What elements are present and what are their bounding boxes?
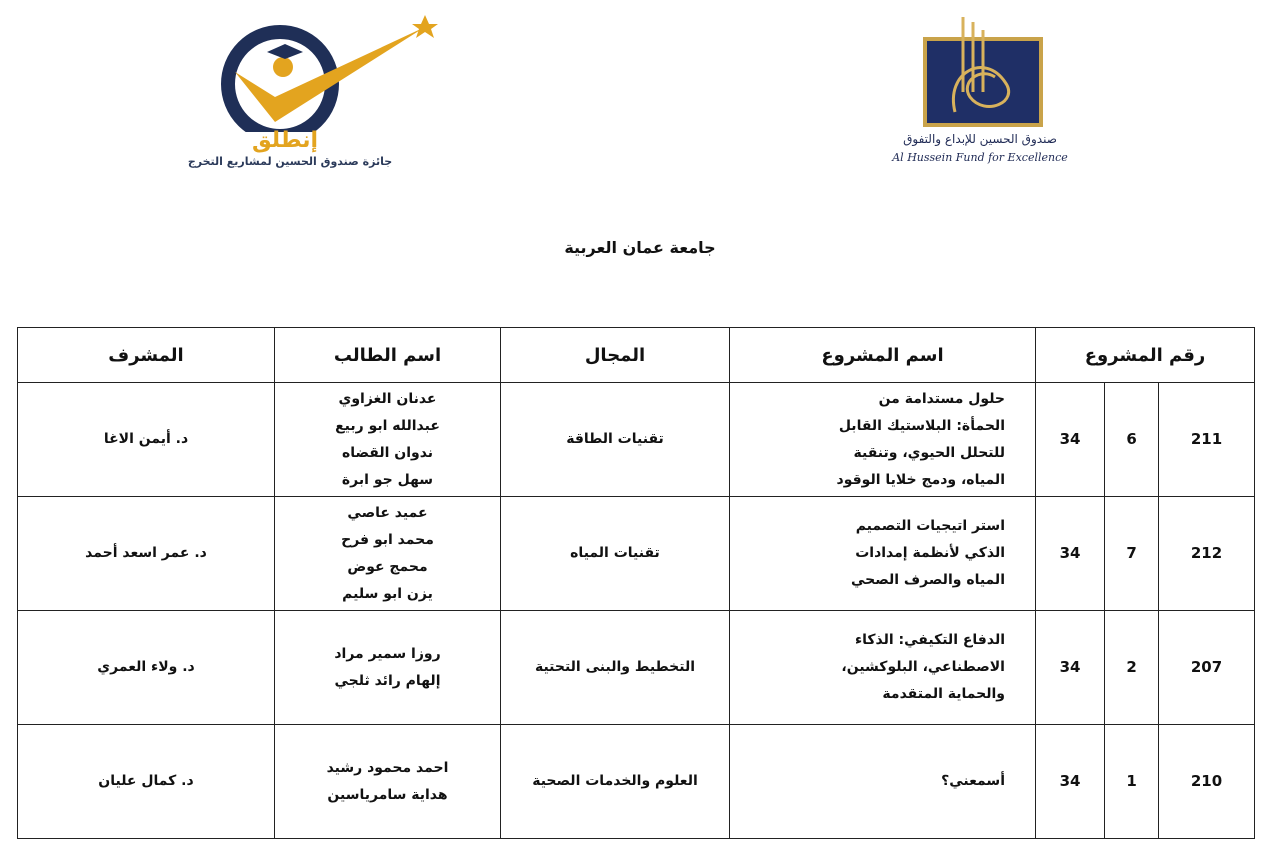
al-hussein-english-name: Al Hussein Fund for Excellence bbox=[892, 151, 1068, 164]
student-name: محمج عوض bbox=[347, 558, 428, 575]
al-hussein-emblem-icon bbox=[885, 12, 1075, 130]
project-sub-number: 6 bbox=[1105, 383, 1159, 497]
project-code: 34 bbox=[1036, 611, 1105, 725]
student-name: عدنان الغزاوي bbox=[338, 390, 437, 407]
project-name-line: المياه والصرف الصحي bbox=[850, 572, 1005, 588]
student-name: ندوان القضاه bbox=[341, 444, 434, 461]
students-list bbox=[275, 725, 501, 839]
table-header-row bbox=[18, 328, 1255, 383]
header-supervisor: المشرف bbox=[18, 328, 275, 383]
project-number: 210 bbox=[1159, 725, 1255, 839]
project-name-line: حلول مستدامة من bbox=[878, 390, 1005, 407]
header-project-name: اسم المشروع bbox=[730, 328, 1036, 383]
project-name bbox=[730, 611, 1036, 725]
project-code: 34 bbox=[1036, 725, 1105, 839]
project-name-line: استر اتيجيات التصميم bbox=[855, 518, 1005, 534]
project-sub-number: 7 bbox=[1105, 497, 1159, 611]
project-name-line: الحمأة: البلاستيك القابل bbox=[838, 417, 1005, 434]
project-name bbox=[730, 725, 1036, 839]
projects-table bbox=[17, 327, 1255, 839]
project-field: التخطيط والبنى التحتية bbox=[501, 611, 730, 725]
project-name-line: المياه، ودمج خلايا الوقود bbox=[836, 471, 1005, 488]
header-field: المجال bbox=[501, 328, 730, 383]
project-name-line: للتحلل الحيوي، وتنقية bbox=[853, 444, 1005, 461]
al-hussein-fund-logo bbox=[885, 12, 1085, 167]
header-students: اسم الطالب bbox=[275, 328, 501, 383]
table-row bbox=[18, 611, 1255, 725]
intaliq-logo bbox=[175, 12, 440, 168]
project-name-line: الذكي لأنظمة إمدادات bbox=[855, 545, 1005, 561]
project-name-line: أسمعني؟ bbox=[941, 773, 1005, 789]
table-row bbox=[18, 497, 1255, 611]
intaliq-subtitle: جائزة صندوق الحسين لمشاريع التخرج bbox=[187, 155, 393, 168]
project-name-line: والحماية المتقدمة bbox=[882, 686, 1005, 702]
project-field: العلوم والخدمات الصحية bbox=[501, 725, 730, 839]
project-number: 212 bbox=[1159, 497, 1255, 611]
student-name: عبدالله ابو ربيع bbox=[335, 417, 440, 434]
table-row bbox=[18, 725, 1255, 839]
university-title: جامعة عمان العربية bbox=[564, 238, 716, 257]
student-name: عميد عاصي bbox=[347, 504, 428, 521]
supervisor-name: د. عمر اسعد أحمد bbox=[18, 497, 275, 611]
project-code: 34 bbox=[1036, 497, 1105, 611]
supervisor-name: د. كمال عليان bbox=[18, 725, 275, 839]
table-row bbox=[18, 383, 1255, 497]
project-name-line: الاصطناعي، البلوكشين، bbox=[841, 659, 1005, 675]
students-list bbox=[275, 497, 501, 611]
project-field: تقنيات الطاقة bbox=[501, 383, 730, 497]
project-name bbox=[730, 497, 1036, 611]
student-name: هداية سامرياسين bbox=[327, 786, 448, 803]
al-hussein-arabic-name: صندوق الحسين للإبداع والتفوق bbox=[903, 132, 1057, 146]
intaliq-emblem-icon bbox=[175, 12, 440, 132]
project-sub-number: 1 bbox=[1105, 725, 1159, 839]
header-project-number: رقم المشروع bbox=[1036, 328, 1255, 383]
intaliq-title: إنطلق bbox=[251, 128, 319, 153]
supervisor-name: د. أيمن الاغا bbox=[18, 383, 275, 497]
student-name: سهل جو ابرة bbox=[341, 471, 434, 488]
project-number: 211 bbox=[1159, 383, 1255, 497]
project-field: تقنيات المياه bbox=[501, 497, 730, 611]
project-name-line: الدفاع التكيفي: الذكاء bbox=[854, 632, 1005, 648]
project-code: 34 bbox=[1036, 383, 1105, 497]
student-name: محمد ابو فرح bbox=[341, 531, 434, 548]
student-name: يزن ابو سليم bbox=[342, 585, 433, 602]
project-name bbox=[730, 383, 1036, 497]
student-name: احمد محمود رشيد bbox=[326, 759, 449, 776]
students-list bbox=[275, 383, 501, 497]
student-name: روزا سمير مراد bbox=[334, 645, 441, 662]
students-list bbox=[275, 611, 501, 725]
student-name: إلهام رائد ثلجي bbox=[334, 672, 441, 689]
supervisor-name: د. ولاء العمري bbox=[18, 611, 275, 725]
project-sub-number: 2 bbox=[1105, 611, 1159, 725]
project-number: 207 bbox=[1159, 611, 1255, 725]
